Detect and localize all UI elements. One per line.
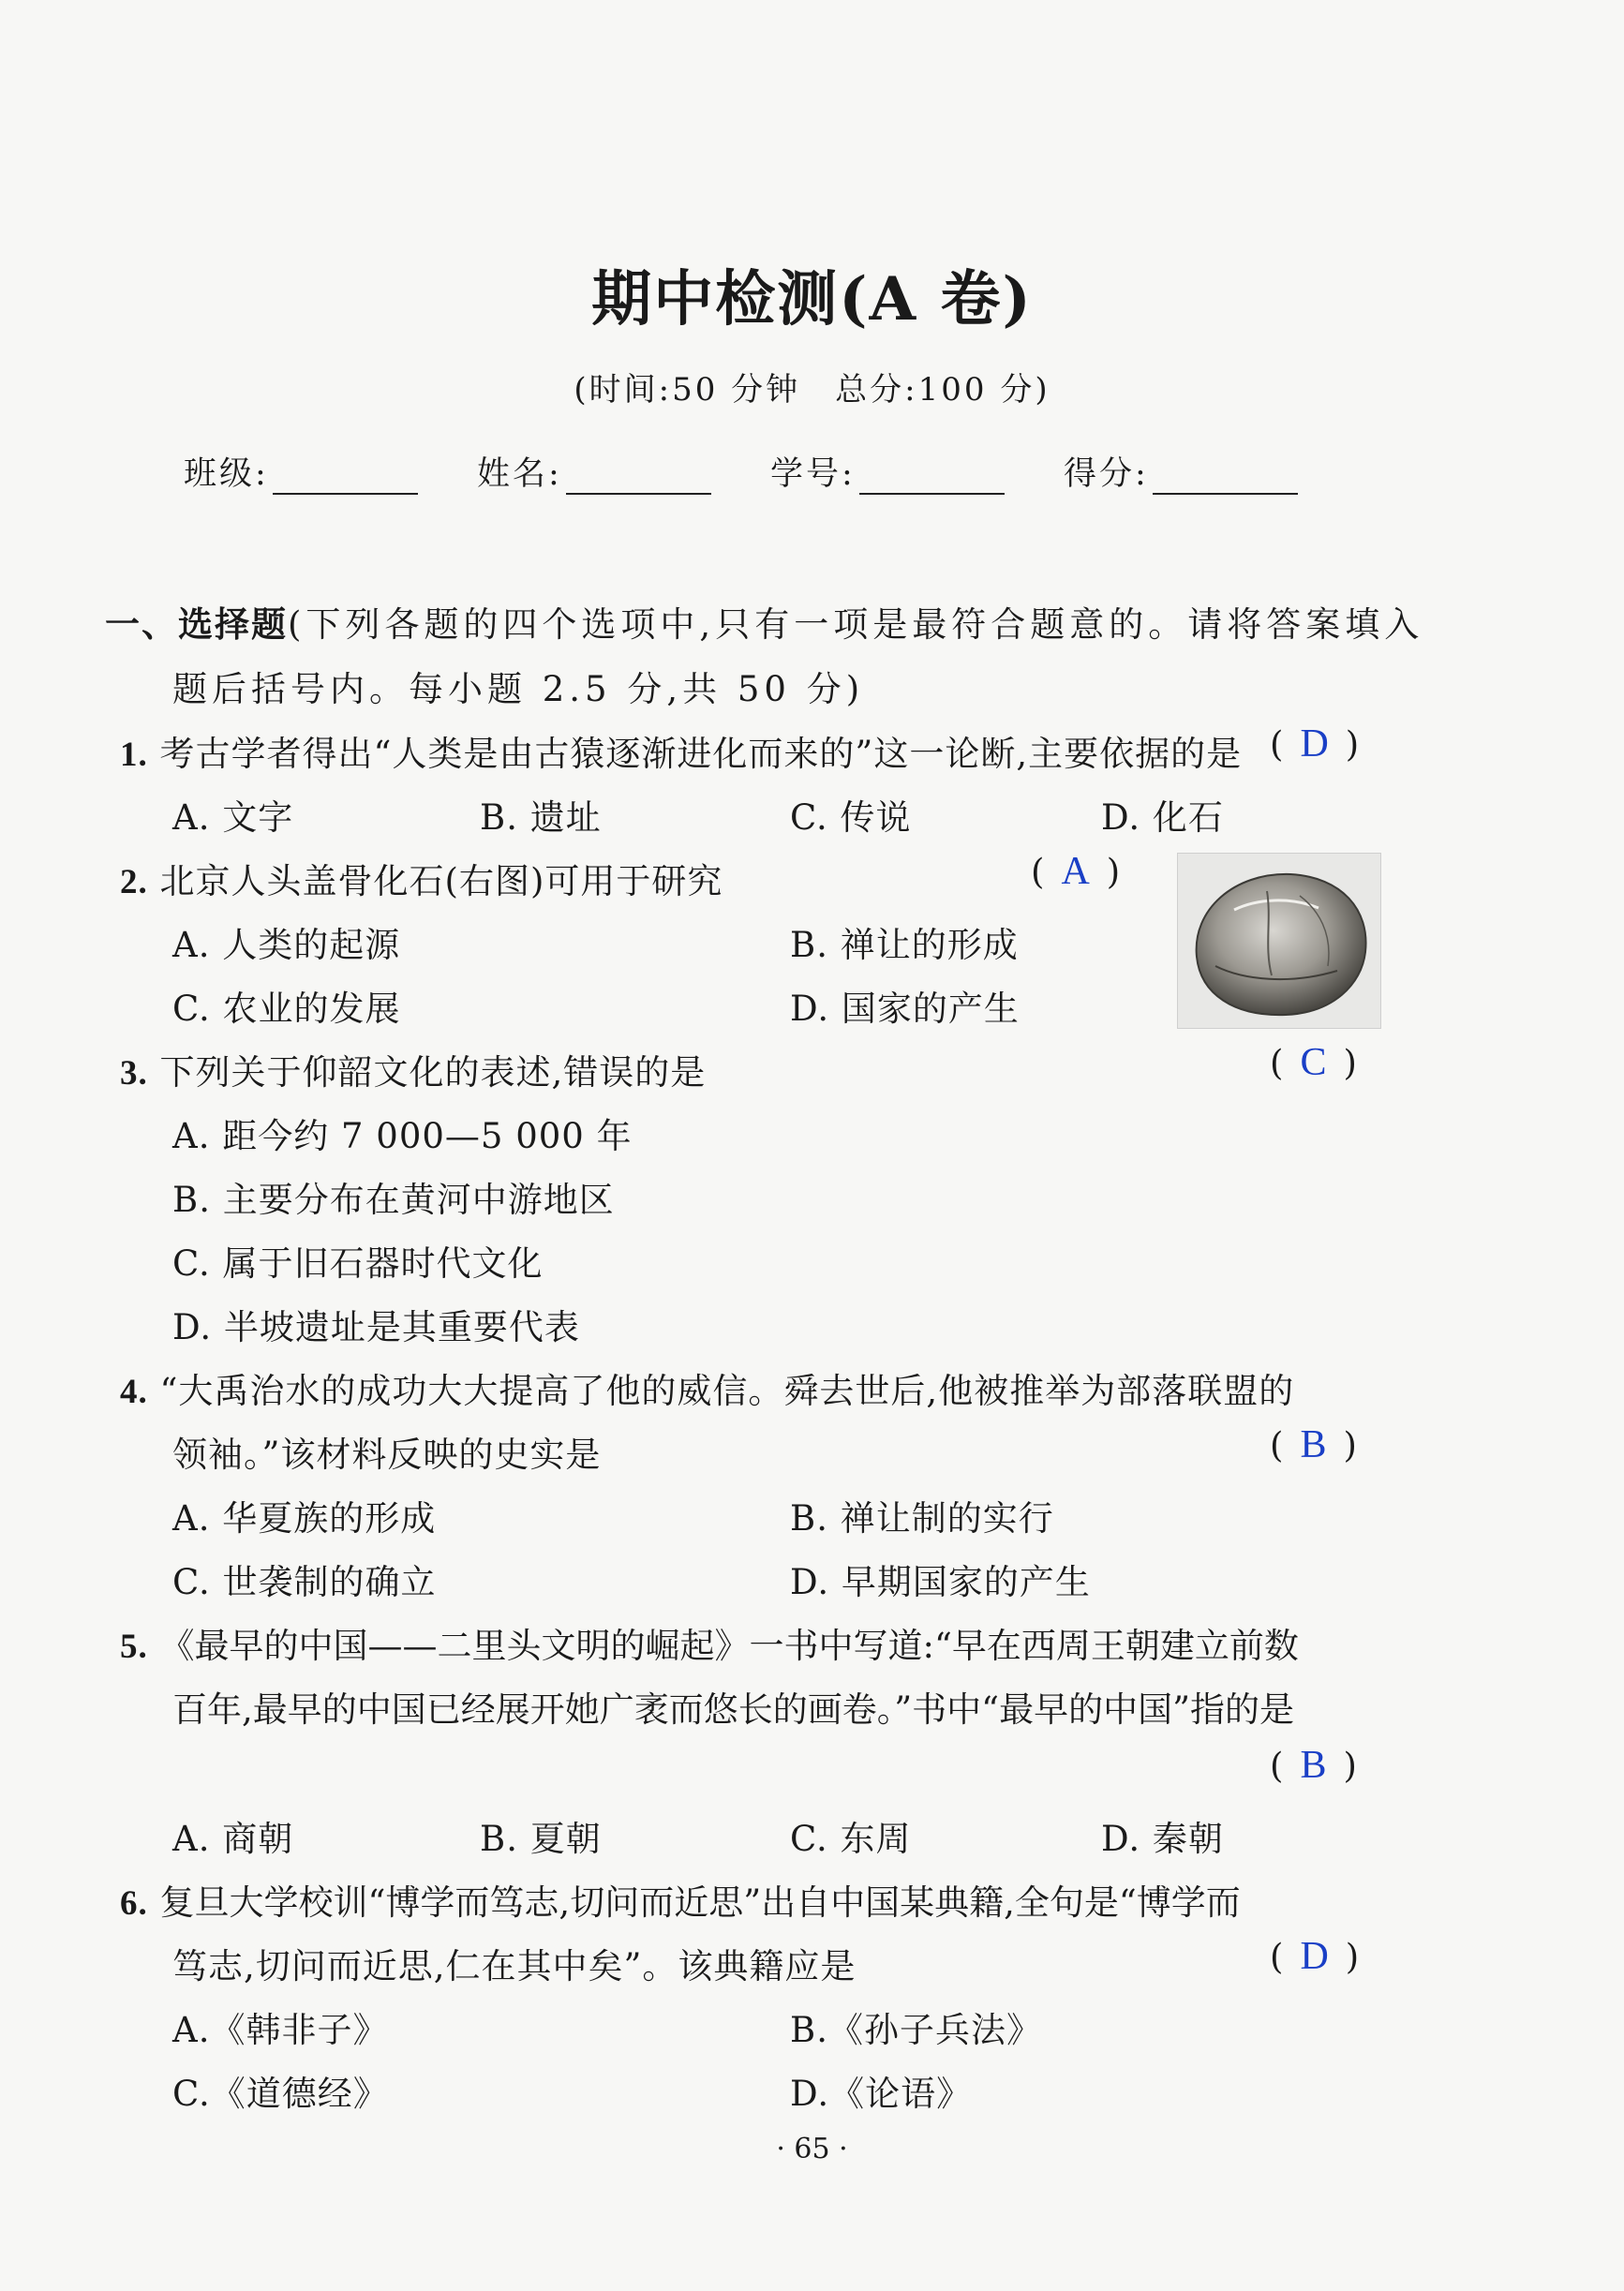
question-4 [120,1362,1294,1413]
option-5b: B. 夏朝 [480,1819,602,1859]
answer-blank-1[interactable]: ( D ) [1270,722,1360,766]
option-2c: C. 农业的发展 [172,989,401,1029]
question-number: 6. [120,1884,148,1923]
question-stem: 北京人头盖骨化石(右图)可用于研究 [159,861,723,901]
question-number: 3. [120,1054,148,1093]
exam-time-and-score: (时间:50 分钟 总分:100 分) [574,371,1050,409]
answer-blank-4[interactable]: ( B ) [1270,1423,1357,1466]
student-id-field[interactable] [770,448,1005,495]
question-stem-line-1: 复旦大学校训“博学而笃志,切问而近思”出自中国某典籍,全句是“博学而 [159,1882,1241,1923]
option-4c: C. 世袭制的确立 [172,1562,437,1602]
answer-letter: A [1061,850,1090,893]
answer-letter: D [1300,722,1329,766]
score-label: 得分: [1064,455,1149,493]
question-stem-line-2: 领袖。”该材料反映的史实是 [172,1435,602,1475]
option-4d: D. 早期国家的产生 [790,1562,1091,1602]
option-6a: A.《韩非子》 [172,2010,389,2050]
option-3d: D. 半坡遗址是其重要代表 [172,1307,580,1347]
section-instructions-2: 题后括号内。每小题 2.5 分,共 50 分) [172,669,865,709]
option-1d: D. 化石 [1101,797,1224,838]
question-stem-line-1: 《最早的中国——二里头文明的崛起》一书中写道:“早在西周王朝建立前数 [159,1626,1299,1666]
question-stem: 考古学者得出“人类是由古猿逐渐进化而来的”这一论断,主要依据的是 [159,734,1243,774]
page-title: 期中检测(A 卷) [591,264,1033,335]
answer-blank-3[interactable]: ( C ) [1270,1041,1357,1084]
option-6b: B.《孙子兵法》 [790,2010,1042,2050]
option-2b: B. 禅让的形成 [790,925,1019,965]
question-stem-line-2: 百年,最早的中国已经展开她广袤而悠长的画卷。”书中“最早的中国”指的是 [172,1689,1295,1730]
section-heading: 一、选择题 [105,603,288,645]
question-number: 5. [120,1628,148,1666]
score-field[interactable] [1064,448,1298,495]
question-number: 1. [120,736,148,774]
option-5d: D. 秦朝 [1101,1819,1224,1859]
question-6 [120,1874,1241,1925]
option-3c: C. 属于旧石器时代文化 [172,1243,544,1284]
option-6d: D.《论语》 [790,2074,973,2114]
option-2a: A. 人类的起源 [172,925,401,965]
option-3b: B. 主要分布在黄河中游地区 [172,1180,615,1220]
option-1c: C. 传说 [790,797,912,838]
answer-blank-5[interactable]: ( B ) [1270,1744,1357,1787]
class-field[interactable] [184,448,418,495]
answer-letter: D [1300,1935,1329,1978]
option-3a: A. 距今约 7 000—5 000 年 [172,1116,633,1156]
option-5c: C. 东周 [790,1819,912,1859]
answer-blank-6[interactable]: ( D ) [1270,1935,1360,1978]
student-id-blank[interactable] [859,461,1005,495]
option-2d: D. 国家的产生 [790,989,1020,1029]
answer-letter: B [1300,1423,1327,1466]
option-1b: B. 遗址 [480,797,602,838]
option-1a: A. 文字 [172,797,294,838]
option-5a: A. 商朝 [172,1819,294,1859]
class-blank[interactable] [273,461,418,495]
skull-fossil-drawing [1178,854,1380,1028]
question-number: 4. [120,1373,148,1411]
section-instructions-1: (下列各题的四个选项中,只有一项是最符合题意的。请将答案填入 [288,604,1424,645]
option-6c: C.《道德经》 [172,2074,389,2114]
answer-blank-2[interactable]: ( A ) [1031,850,1121,893]
skull-fossil-image [1177,853,1381,1029]
question-5 [120,1617,1299,1668]
class-label: 班级: [184,455,269,493]
option-4b: B. 禅让制的实行 [790,1498,1054,1539]
answer-letter: C [1300,1041,1327,1084]
score-blank[interactable] [1153,461,1298,495]
name-blank[interactable] [566,461,711,495]
student-id-label: 学号: [770,455,856,493]
question-number: 2. [120,863,148,901]
question-3 [120,1044,706,1094]
name-field[interactable] [477,448,711,495]
question-2 [120,853,723,903]
question-stem-line-2: 笃志,切问而近思,仁在其中矣”。该典籍应是 [172,1946,857,1986]
question-stem-line-1: “大禹治水的成功大大提高了他的威信。舜去世后,他被推举为部落联盟的 [159,1371,1295,1411]
section-heading-line [105,596,1423,647]
question-stem: 下列关于仰韶文化的表述,错误的是 [159,1052,707,1093]
page-number: · 65 · [776,2133,848,2165]
answer-letter: B [1300,1744,1327,1787]
question-1 [120,725,1242,776]
option-4a: A. 华夏族的形成 [172,1498,437,1539]
name-label: 姓名: [477,455,562,493]
